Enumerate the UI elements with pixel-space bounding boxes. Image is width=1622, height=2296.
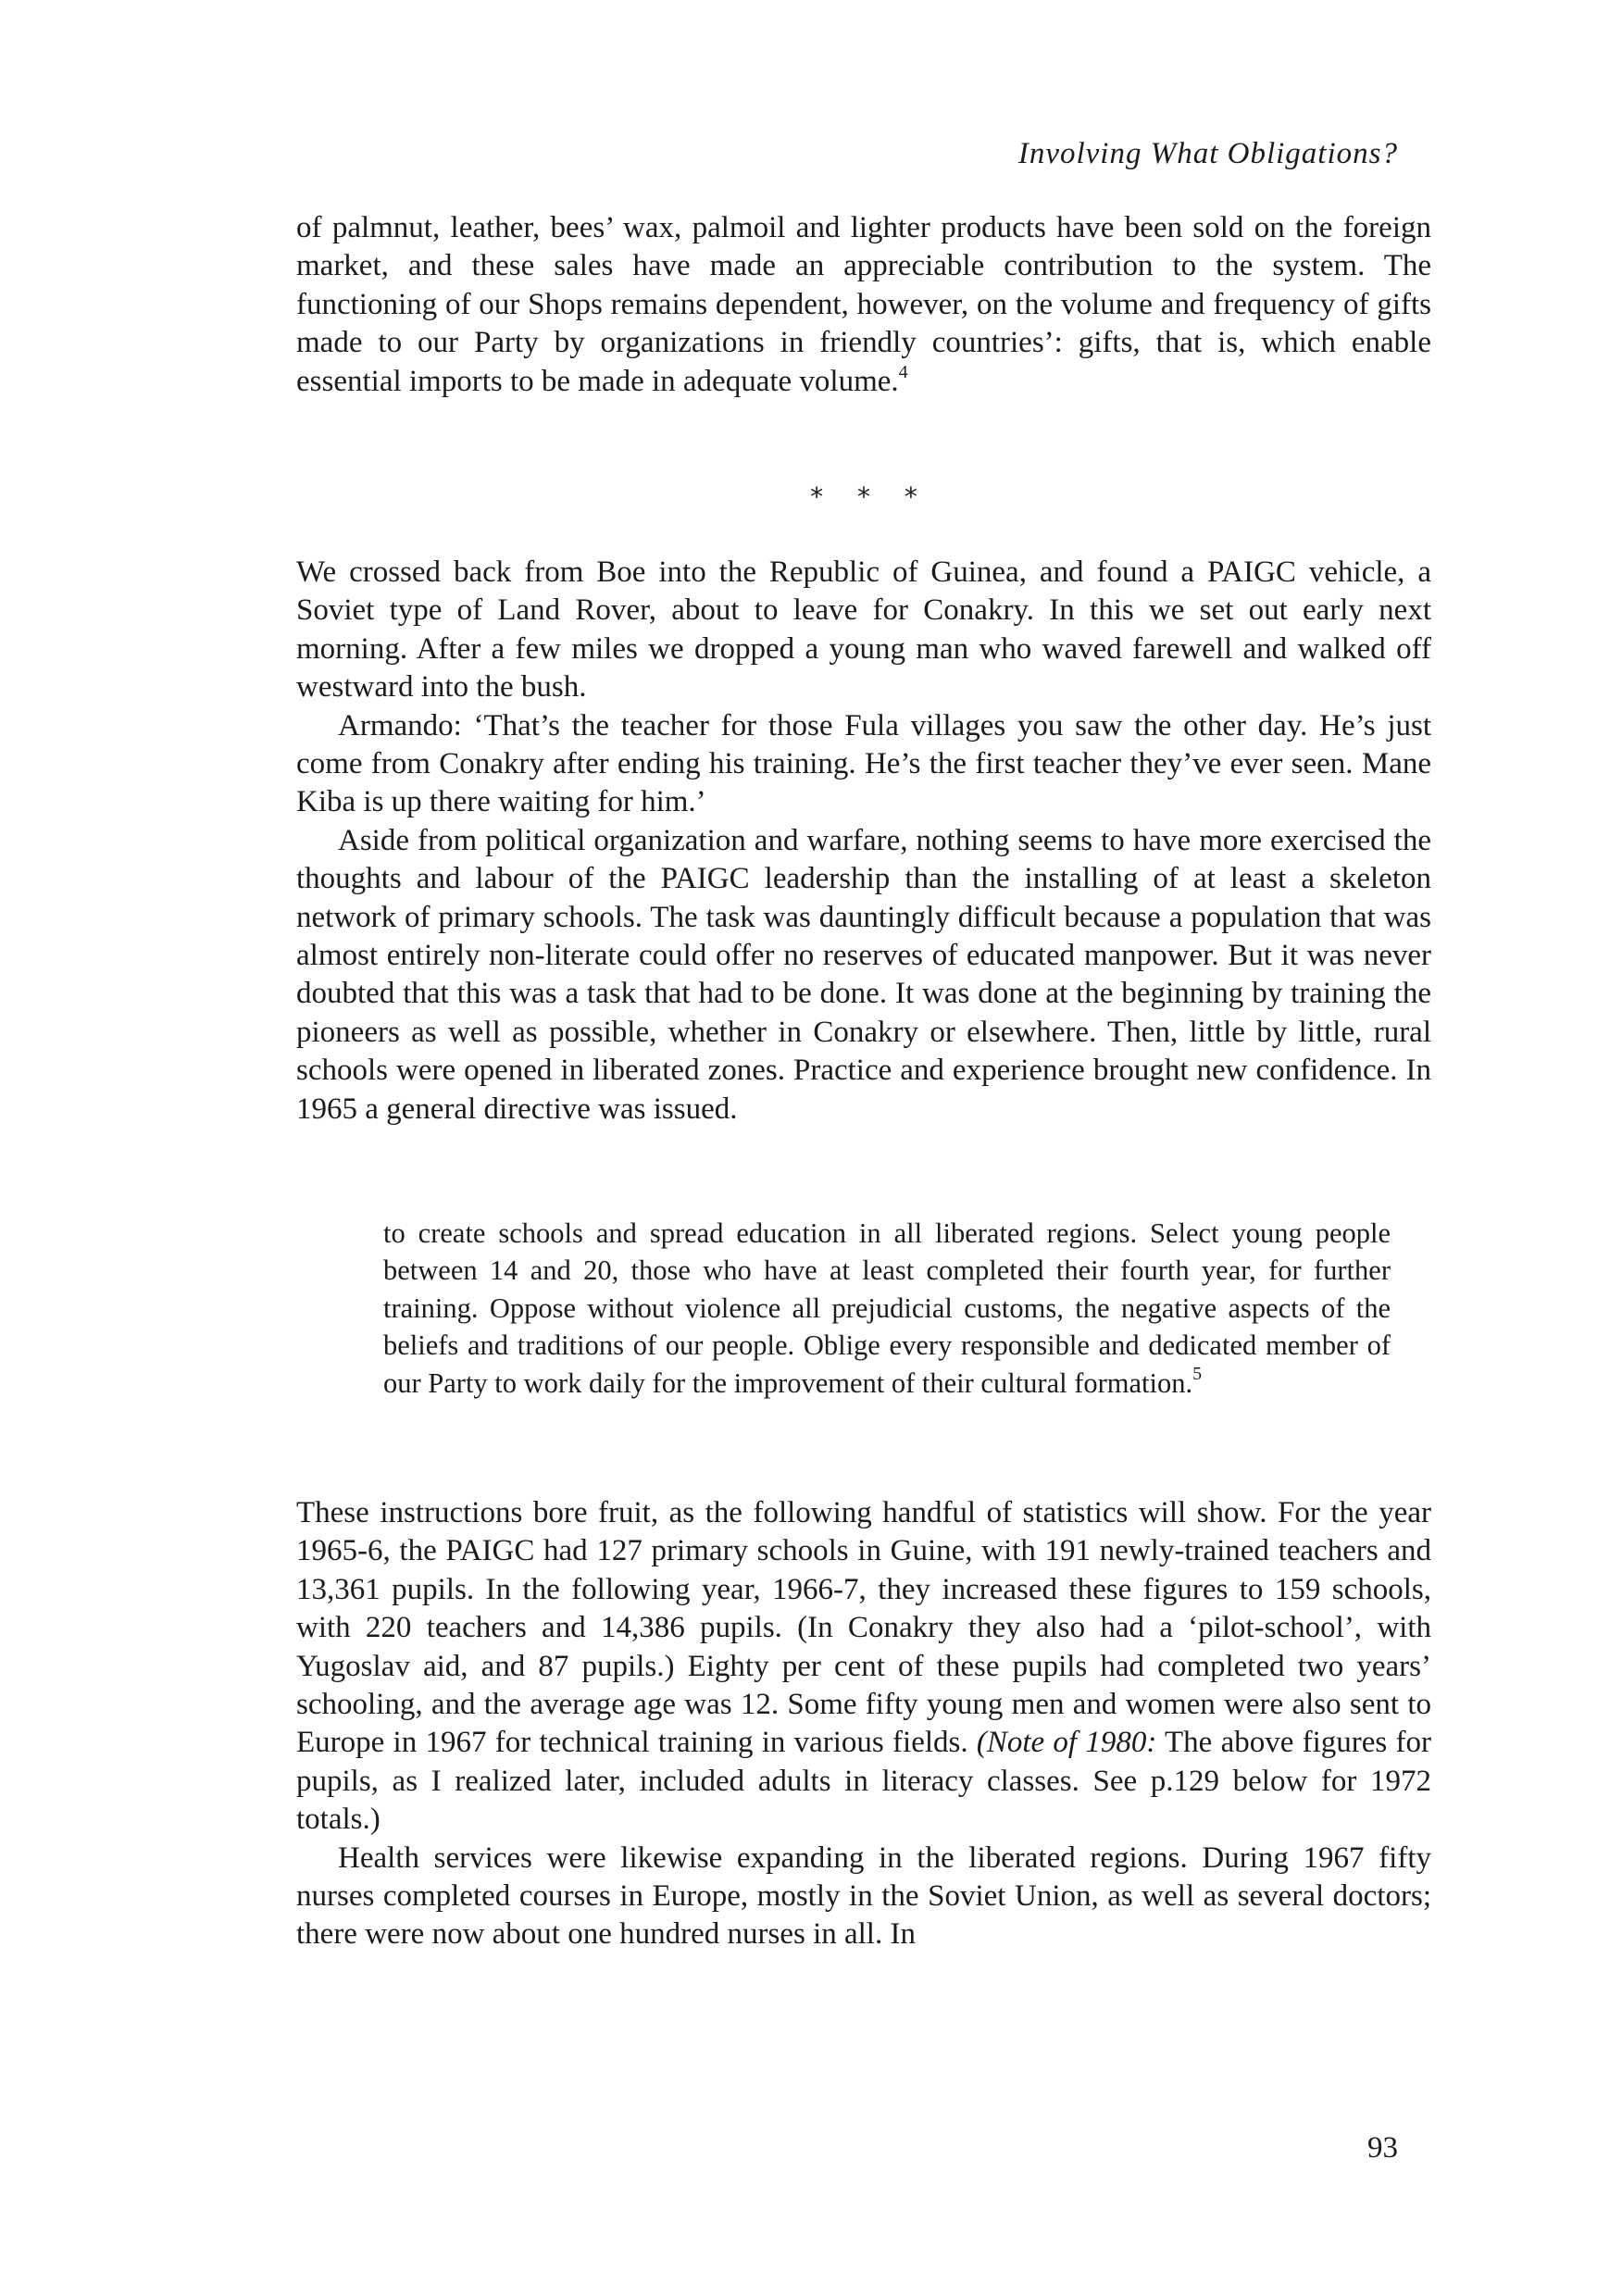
paragraph-continued-text: of palmnut, leather, bees’ wax, palmoil and lighter products have been sold on the foreign market, and these sales have made an appreciable contribution to the system. The functioning of our Shops remains dependent, however, on the volume and frequency of gifts made to our Party by organizations in friendly countries’: gifts, that is, which enable essential imports to be made in adequate volume. xyxy=(296,211,1431,398)
main-text-block xyxy=(296,554,1431,1129)
paragraph-instructions-text-a: These instructions bore fruit, as the following handful of statistics will show. For the year 1965-6, the PAIGC had 127 primary schools in Guine, with 191 newly-trained teachers and 13,361 pupils. In the following year, 1966-7, they increased these figures to 159 schools, with 220 teachers and 14,386 pupils. (In Conakry they also had a ‘pilot-school’, with Yugoslav aid, and 87 pupils.) Eighty per cent of these pupils had completed two years’ schooling, and the average age was 12. Some fifty young men and women were also sent to Europe in 1967 for technical training in various fields. xyxy=(296,1496,1431,1760)
paragraph-aside: Aside from political organization and warfare, nothing seems to have more exercised the thoughts and labour of the PAIGC leadership than the installing of at least a skeleton network of primary schools. The task was dauntingly difficult because a population that was almost entirely non-literate could offer no reserves of educated manpower. But it was never doubted that this was a task that had to be done. It was done at the beginning by training the pioneers as well as possible, whether in Conakry or elsewhere. Then, little by little, rural schools were opened in liberated zones. Practice and experience brought new confidence. In 1965 a general directive was issued. xyxy=(296,823,1431,1126)
quote-text: to create schools and spread education in all liberated regions. Select young people between 14 and 20, those who have at least completed their fourth year, for further training. Oppose without violence all prejudicial customs, the negative aspects of the beliefs and traditions of our people. Oblige every responsible and dedicated member of our Party to work daily for the improvement of their cultural formation. xyxy=(383,1217,1391,1399)
paragraph-instructions-text-b: The above figures for pupils, as I realized later, included adults in literacy classes. See p.129 below for 1972 totals.) xyxy=(296,1726,1431,1837)
lower-text-block xyxy=(296,1494,1431,1954)
page-number: 93 xyxy=(1367,2131,1398,2165)
paragraph-continued xyxy=(296,209,1431,401)
footnote-marker-5: 5 xyxy=(1192,1363,1203,1384)
paragraph-armando: Armando: ‘That’s the teacher for those Fula villages you saw the other day. He’s just come from Conakry after ending his training. He’s the first teacher they’ve ever seen. Mane Kiba is up there waiting for him.’ xyxy=(296,708,1431,819)
directive-quote xyxy=(383,1215,1391,1402)
footnote-marker-4: 4 xyxy=(898,361,908,382)
running-head: Involving What Obligations? xyxy=(1017,137,1398,170)
continued-paragraph-block xyxy=(296,209,1431,401)
quote-paragraph xyxy=(383,1215,1391,1402)
paragraph-instructions xyxy=(296,1494,1431,1840)
paragraph-crossed-back: We crossed back from Boe into the Republic of Guinea, and found a PAIGC vehicle, a Soviet type of Land Rover, about to leave for Conakry. In this we set out early next morning. After a few miles we dropped a young man who waved farewell and walked off westward into the bush. xyxy=(296,555,1431,705)
paragraph-health: Health services were likewise expanding in the liberated regions. During 1967 fifty nurses completed courses in Europe, mostly in the Soviet Union, as well as several doctors; there were now about one hundred nurses in all. In xyxy=(296,1841,1431,1952)
note-of-1980: (Note of 1980: xyxy=(976,1726,1157,1760)
section-break: * * * xyxy=(810,481,930,512)
